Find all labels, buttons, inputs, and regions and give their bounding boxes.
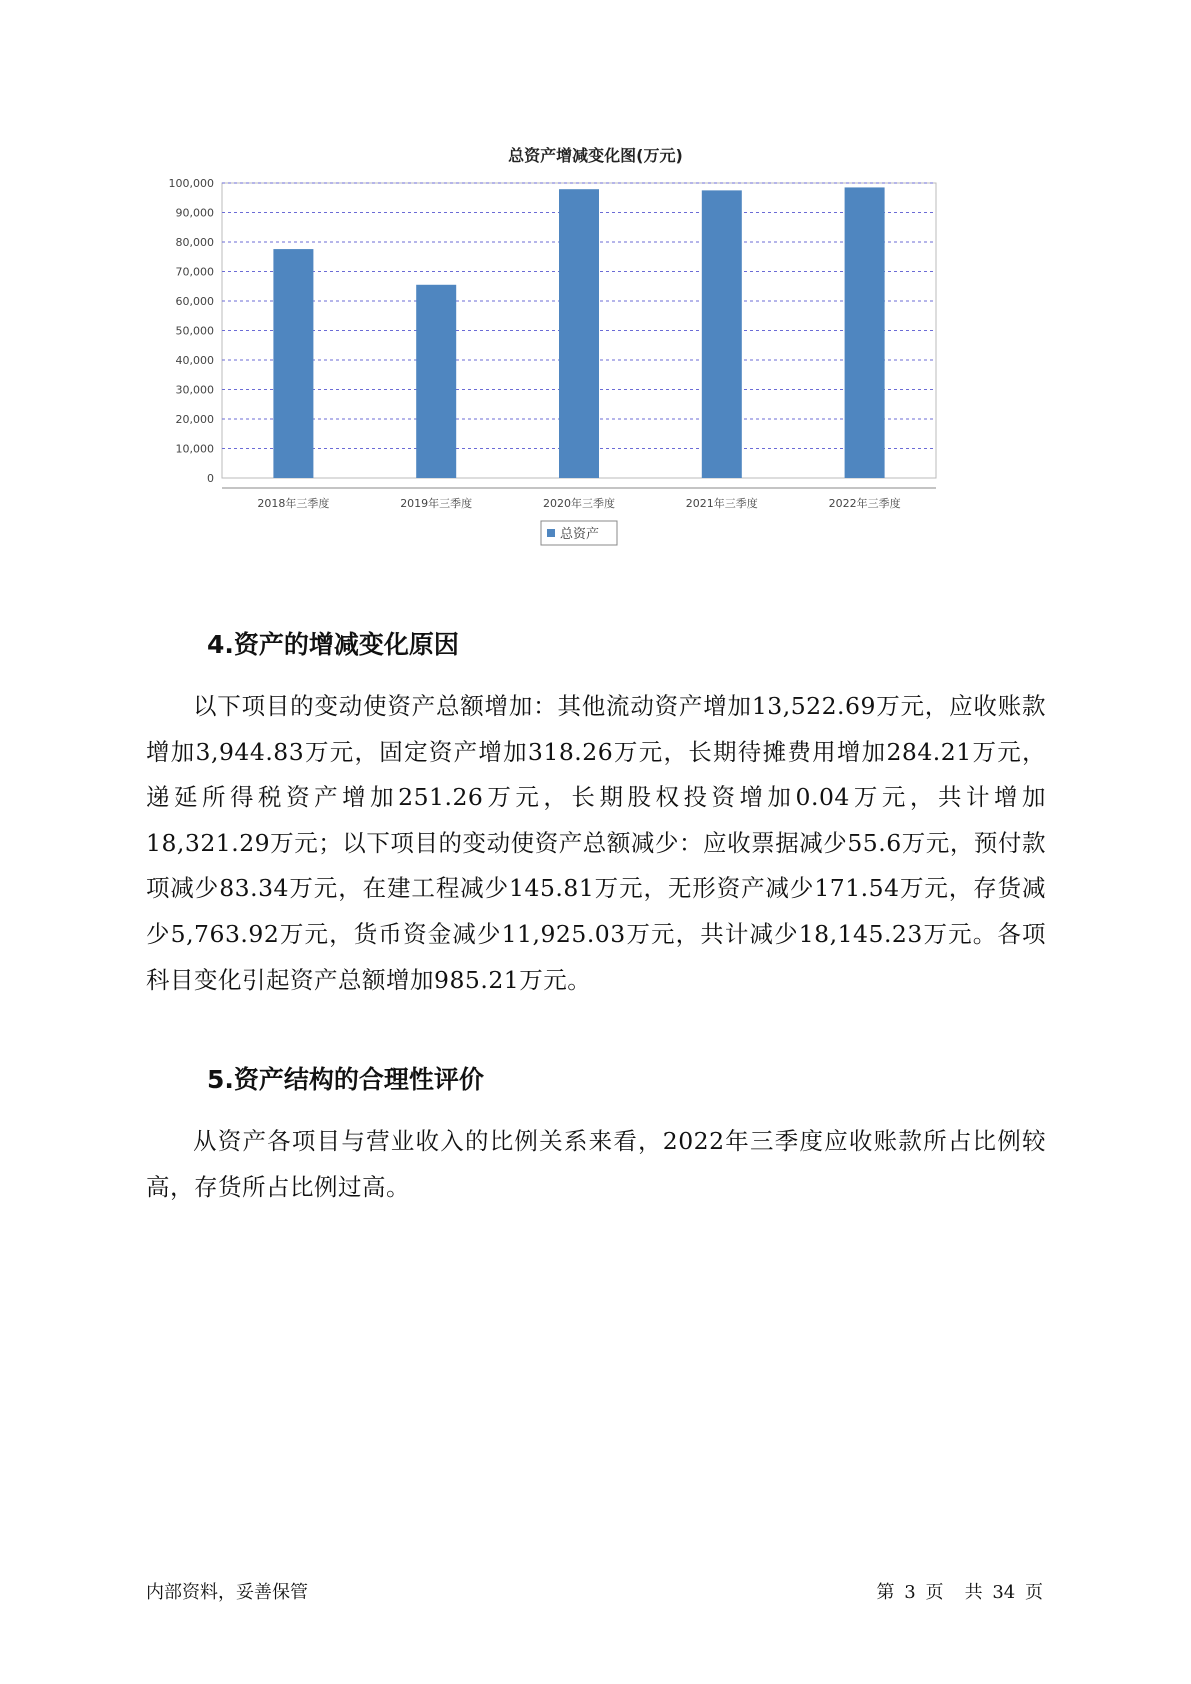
legend-label: 总资产 bbox=[560, 527, 600, 542]
y-tick-label: 60,000 bbox=[175, 295, 214, 308]
y-tick-label: 80,000 bbox=[175, 236, 214, 249]
section-heading-5: 5.资产结构的合理性评价 bbox=[207, 1065, 484, 1094]
bar-1 bbox=[416, 285, 456, 478]
footer-page-counter bbox=[875, 1578, 1045, 1604]
y-tick-label: 100,000 bbox=[168, 178, 214, 190]
page-label-mid: 页 bbox=[925, 1582, 944, 1603]
total-pages: 34 bbox=[992, 1582, 1016, 1603]
x-tick-label: 2020年三季度 bbox=[543, 497, 615, 510]
y-tick-label: 10,000 bbox=[175, 442, 214, 456]
section-body-4: 以下项目的变动使资产总额增加：其他流动资产增加13,522.69万元，应收账款增加3,944.83万元，固定资产增加318.26万元，长期待摊费用增加284.21万元，递延所得税资产增加251.26万元，长期股权投资增加0.04万元，共计增加18,321.29万元；以下项目的变动使资产总额减少：应收票据减少55.6万元，预付款项减少83.34万元，在建工程减少145.81万元，无形资产减少171.54万元，存货减少5,763.92万元，货币资金减少11,925.03万元，共计减少18,145.23万元。各项科目变化引起资产总额增加985.21万元。 bbox=[146, 692, 1046, 994]
bar-3 bbox=[702, 190, 742, 478]
x-tick-label: 2019年三季度 bbox=[400, 497, 473, 510]
bar-4 bbox=[845, 187, 885, 478]
page-label-suffix: 页 bbox=[1025, 1582, 1043, 1603]
bar-0 bbox=[273, 249, 313, 478]
chart-title: 总资产增减变化图(万元) bbox=[508, 146, 683, 165]
y-tick-label: 20,000 bbox=[175, 413, 214, 426]
section-body-5: 从资产各项目与营业收入的比例关系来看，2022年三季度应收账款所占比例较高，存货所占比例过高。 bbox=[146, 1127, 1046, 1201]
x-tick-label: 2018年三季度 bbox=[257, 497, 330, 510]
y-tick-label: 70,000 bbox=[175, 265, 214, 279]
bar-2 bbox=[559, 189, 599, 478]
footer-confidential-note: 内部资料，妥善保管 bbox=[146, 1582, 308, 1603]
y-tick-label: 90,000 bbox=[175, 206, 214, 220]
y-tick-label: 0 bbox=[207, 472, 214, 485]
y-tick-label: 30,000 bbox=[175, 383, 214, 397]
legend-swatch bbox=[547, 529, 555, 537]
x-tick-label: 2021年三季度 bbox=[685, 497, 758, 510]
total-assets-bar-chart bbox=[160, 178, 950, 558]
section-heading-4: 4.资产的增减变化原因 bbox=[207, 630, 459, 659]
x-tick-label: 2022年三季度 bbox=[828, 497, 901, 510]
page-label-prefix: 第 bbox=[876, 1582, 895, 1603]
y-tick-label: 50,000 bbox=[175, 324, 214, 338]
page-number: 3 bbox=[904, 1582, 916, 1603]
y-tick-label: 40,000 bbox=[175, 354, 214, 367]
total-prefix: 共 bbox=[964, 1582, 983, 1603]
